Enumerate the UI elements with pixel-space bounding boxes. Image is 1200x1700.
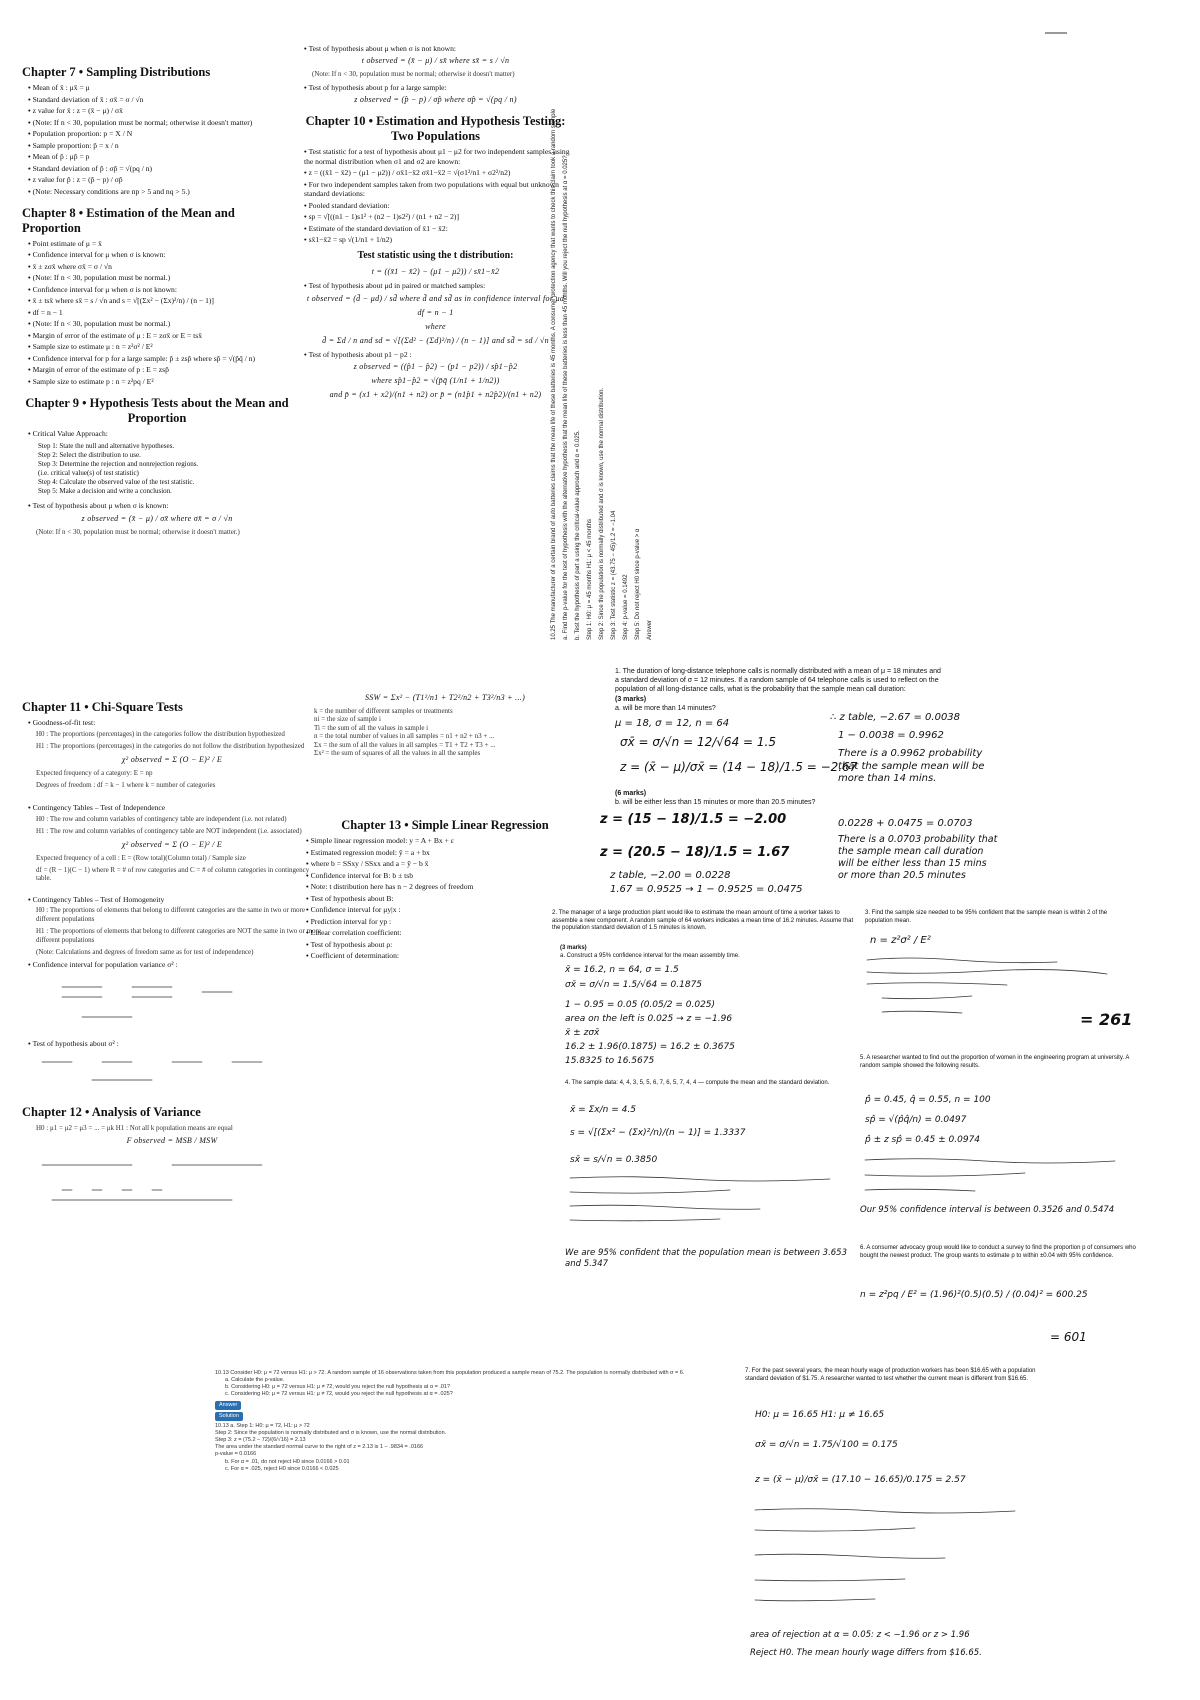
- p12-where: where sp̂1−p̂2 = √(p̄q̄ (1/n1 + 1/n2)): [371, 376, 500, 386]
- independence-title: • Contingency Tables – Test of Independence: [28, 803, 322, 812]
- chapter-8-item: • (Note: If n < 30, population must be normal.): [28, 319, 292, 328]
- chapter-13-item: • Simple linear regression model: y = A + Bx + ε: [306, 836, 590, 845]
- hand-q1b-z2: z = (20.5 − 18)/1.5 = 1.67: [600, 845, 790, 860]
- snippet-part-a: a. Calculate the p-value.: [225, 1377, 285, 1384]
- paired-definitions: d̄ = Σd / n and sd = √[(Σd² − (Σd)²/n) / (n − 1)] and sd̄ = sd / √n: [322, 335, 549, 345]
- chapter-9-steps: [38, 442, 292, 497]
- question-4: 4. The sample data: 4, 4, 3, 5, 5, 6, 7, 6, 5, 7, 4, 4 — compute the mean and the standard deviation.: [565, 1080, 830, 1086]
- independence-h1: H1 : The row and column variables of contingency table are NOT independent (i.e. associated): [36, 827, 302, 836]
- variance-formulas: [22, 972, 292, 1032]
- chapter-13-items: [300, 836, 590, 960]
- chapter-7-item: • Mean of x̄ : μx̄ = μ: [28, 83, 292, 92]
- chapter-11-title: Chapter 11 • Chi-Square Tests: [22, 700, 183, 714]
- snippet-step2: Step 2: Since the population is normally distributed and σ is known, use the normal distribution.: [215, 1429, 447, 1436]
- chapter-7-item: • z value for p̂ : z = (p̂ − p) / σp̂: [28, 175, 292, 184]
- paired-df: df = n − 1: [417, 307, 454, 317]
- independence-h0: H0 : The row and column variables of contingency table are independent (i.e. not related): [36, 814, 287, 823]
- anova-definition: n = the total number of values in all samples = n1 + n2 + n3 + ...: [314, 732, 495, 741]
- hand-q5-ci: p̂ ± z sp̂ = 0.45 ± 0.0974: [865, 1135, 981, 1145]
- chapter-7-item: • Sample proportion: p̂ = x / n: [28, 141, 292, 150]
- hand-q4-conclusion: We are 95% confident that the population mean is between 3.653 and 5.347: [565, 1248, 848, 1270]
- question-7: 7. For the past several years, the mean hourly wage of production workers has been $16.65 with a population standard deviation of $1.75. A researcher wanted to test whether the current mean is different from $16.65.: [745, 1368, 1036, 1382]
- chapter-12-title: Chapter 12 • Analysis of Variance: [22, 1105, 201, 1120]
- hand-q7-rejection: area of rejection at α = 0.05: z < −1.96 or z > 1.96: [750, 1630, 970, 1640]
- chapter-8-items: [22, 239, 292, 386]
- snippet-part-b: b. Considering H0: μ = 72 versus H1: μ ≠ 72, would you reject the null hypothesis at α = .01?: [225, 1384, 451, 1391]
- chapter-7-title: Chapter 7 • Sampling Distributions: [22, 65, 211, 79]
- chapter-7-item: • z value for x̄ : z = (x̄ − μ) / σx̄: [28, 106, 292, 115]
- rotated-line: b. Test the hypothesis of part a using the critical-value approach and α = 0.025.: [575, 430, 581, 640]
- column-middle: [298, 42, 573, 404]
- t-test-formula: t observed = (x̄ − μ) / sx̄ where sx̄ = s / √n: [361, 56, 510, 66]
- chapter-10-title: Chapter 10 • Estimation and Hypothesis Testing: Two Populations: [305, 114, 566, 143]
- solution-tag[interactable]: Solution: [215, 1412, 243, 1421]
- chapter-7-item: • Standard deviation of p̂ : σp̂ = √(pq / n): [28, 164, 292, 173]
- rotated-line: Step 3: Test statistic z = (43.75 − 45)/1.2 = −1.04: [611, 510, 617, 640]
- chapter-9-title: Chapter 9 • Hypothesis Tests about the Mean and Proportion: [25, 396, 289, 425]
- hand-q1b-z1: z = (15 − 18)/1.5 = −2.00: [600, 812, 787, 827]
- snippet-c-answer: c. For α = .025, reject H0 since 0.0166 < 0.025: [225, 1465, 339, 1472]
- hand-q2-alpha: 1 − 0.95 = 0.05 (0.05/2 = 0.025): [565, 1000, 716, 1010]
- hand-q5-scribble: [860, 1150, 1140, 1200]
- p-test-title: • Test of hypothesis about p for a large sample:: [304, 83, 573, 92]
- hand-q3-answer: = 261: [1080, 1010, 1133, 1029]
- chapter-7-item: • Standard deviation of x̄ : σx̄ = σ / √n: [28, 95, 292, 104]
- chapter-12-hypotheses: H0 : μ1 = μ2 = μ3 = ... = μk H1 : Not all k population means are equal: [36, 1123, 233, 1132]
- gof-h1: H1 : The proportions (percentages) in the categories do not follow the distribution hypothesized: [36, 742, 305, 751]
- question-1: 1. The duration of long-distance telephone calls is normally distributed with a mean of μ = 18 minutes and a standard deviation of σ = 12 minutes. If a random sample of 64 telephone calls is used to reflect on the population of all long-distance calls, what is the probability that the sample mean call duration:: [615, 668, 941, 693]
- chapter-7-items: [22, 83, 292, 196]
- hand-q6-formula: n = z²pq / E² = (1.96)²(0.5)(0.5) / (0.04)² = 600.25: [860, 1290, 1088, 1300]
- anova-formulas: [22, 1150, 302, 1220]
- homogeneity-h1: H1 : The proportions of elements that belong to different categories are NOT the same in two or more different populations: [36, 927, 321, 944]
- bottom-left-block: [22, 690, 322, 1225]
- chapter-7-item: • Mean of p̂ : μp̂ = p: [28, 152, 292, 161]
- hand-q5-givens: p̂ = 0.45, q̂ = 0.55, n = 100: [865, 1095, 991, 1105]
- rotated-line: Step 1: H0: μ = 45 months H1: μ < 45 months: [587, 519, 593, 640]
- anova-definition: Ti = the sum of all the values in sample i: [314, 723, 429, 732]
- chapter-13-item: • Linear correlation coefficient:: [306, 928, 590, 937]
- chapter-8-title: Chapter 8 • Estimation of the Mean and Proportion: [22, 206, 235, 235]
- gof-h0: H0 : The proportions (percentages) in the categories follow the distribution hypothesized: [36, 729, 285, 738]
- variance-test-title: • Test of hypothesis about σ² :: [28, 1039, 322, 1048]
- gof-title: • Goodness-of-fit test:: [28, 718, 322, 727]
- hand-q1-z: z = (x̄ − μ)/σx̄ = (14 − 18)/1.5 = −2.67: [620, 760, 858, 774]
- answer-tag[interactable]: Answer: [215, 1401, 241, 1410]
- chapter-13-title: Chapter 13 • Simple Linear Regression: [341, 818, 549, 832]
- snippet-step1: 10.13 a. Step 1: H0: μ = 72, H1: μ > 72: [215, 1422, 310, 1429]
- hand-q7-conclusion: Reject H0. The mean hourly wage differs from $16.65.: [750, 1648, 982, 1658]
- question-2: 2. The manager of a large production plant would like to estimate the mean amount of time a worker takes to assemble a new component. A random sample of 64 workers indicates a mean time of 16.2 minutes. Assume that the population standard deviation of 1.5 minutes is known.: [552, 910, 854, 931]
- question-5: 5. A researcher wanted to find out the proportion of women in the engineering program at university. A random sample showed the following results.: [860, 1055, 1130, 1069]
- paired-title: • Test of hypothesis about μd in paired or matched samples:: [304, 281, 573, 290]
- hand-q1b-complement: 1.67 = 0.9525 → 1 − 0.9525 = 0.0475: [610, 884, 803, 895]
- chapter-8-item: • Sample size to estimate μ : n = z²σ² / E²: [28, 342, 292, 351]
- chapter-7-item: • (Note: If n < 30, population must be normal; otherwise it doesn't matter): [28, 118, 292, 127]
- q1-part-b: b. will be either less than 15 minutes or more than 20.5 minutes?: [615, 799, 816, 806]
- independence-df: df = (R − 1)(C − 1) where R = # of row categories and C = # of column categories in contingency table.: [36, 866, 310, 883]
- edge-mark: [1045, 32, 1067, 34]
- chapter-10-item: • Pooled standard deviation:: [304, 201, 573, 210]
- chapter-8-item: • Confidence interval for μ when σ is known:: [28, 250, 292, 259]
- hand-q1-conclusion: There is a 0.9962 probability that the sample mean will be more than 14 mins.: [838, 748, 985, 784]
- snippet-step3: Step 3: z = (75.2 − 72)/(6/√16) = 2.13: [215, 1437, 306, 1444]
- expected-frequency: Expected frequency of a category: E = np: [36, 768, 153, 777]
- hand-q2-givens: x̄ = 16.2, n = 64, σ = 1.5: [565, 965, 679, 975]
- degrees-of-freedom: Degrees of freedom : df = k − 1 where k = number of categories: [36, 781, 216, 790]
- chapter-10-item: • sx̄1−x̄2 = sp √(1/n1 + 1/n2): [304, 235, 573, 244]
- anova-definition: ni = the size of sample i: [314, 715, 381, 724]
- rotated-line: Answer: [647, 619, 653, 640]
- chi-formula-2: χ² observed = Σ (O − E)² / E: [121, 839, 223, 849]
- hand-q4-se: sx̄ = s/√n = 0.3850: [570, 1155, 658, 1165]
- chapter-10-item: • sp = √[((n1 − 1)s1² + (n2 − 1)s2²) / (n1 + n2 − 2)]: [304, 212, 573, 221]
- anova-definitions: [314, 707, 590, 757]
- rotated-page: [551, 20, 1150, 670]
- column-left: [22, 55, 292, 540]
- paired-formula: t observed = (d̄ − μd) / sd̄ where d̄ and sd̄ as in confidence interval for μd: [306, 293, 565, 303]
- chapter-9-note: (Note: If n < 30, population must be normal; otherwise it doesn't matter.): [36, 527, 240, 536]
- chapter-13-item: • Test of hypothesis about ρ:: [306, 940, 590, 949]
- q2-marks: (3 marks): [560, 945, 587, 951]
- independence-expected: Expected frequency of a cell : E = (Row total)(Column total) / Sample size: [36, 853, 246, 862]
- chapter-8-item: • df = n − 1: [28, 308, 292, 317]
- question-6: 6. A consumer advocacy group would like to conduct a survey to find the proportion p of consumers who bought the newest product. The group wants to estimate p to within ±0.04 with 95% confidence.: [860, 1245, 1136, 1259]
- chapter-10-item: • Estimate of the standard deviation of x̄1 − x̄2:: [304, 224, 573, 233]
- variance-ci-title: • Confidence interval for population variance σ² :: [28, 960, 322, 969]
- homogeneity-note: (Note: Calculations and degrees of freedom same as for test of independence): [36, 947, 254, 956]
- rotated-line: 10.25 The manufacturer of a certain brand of auto batteries claims that the mean life of these batteries is 45 months. A consumer protection agency that wants to check this claim took a random sample: [551, 108, 557, 640]
- chapter-8-item: • x̄ ± zσx̄ where σx̄ = σ / √n: [28, 262, 292, 271]
- hand-q1-givens: μ = 18, σ = 12, n = 64: [615, 718, 730, 729]
- chapter-9-step: Step 5: Make a decision and write a conclusion.: [38, 486, 172, 495]
- hand-q5-conclusion: Our 95% confidence interval is between 0.3526 and 0.5474: [860, 1205, 1115, 1215]
- rotated-line: Step 2: Since the population is normally distributed and σ is known, use the normal distribution.: [599, 387, 605, 640]
- chapter-13-item: • Estimated regression model: ŷ = a + bx: [306, 848, 590, 857]
- hand-q1b-table: z table, −2.00 = 0.0228: [610, 870, 731, 881]
- where-label: where: [425, 321, 446, 331]
- chapter-13-item: • Confidence interval for μy|x :: [306, 905, 590, 914]
- anova-definition: Σx = the sum of all the values in all samples = T1 + T2 + T3 + ...: [314, 740, 496, 749]
- hand-q3-formula: n = z²σ² / E²: [870, 935, 931, 946]
- chapter-8-item: • x̄ ± tsx̄ where sx̄ = s / √n and s = √[(Σx² − (Σx)²/n) / (n − 1)]: [28, 296, 292, 305]
- hand-q7-scribble: [750, 1500, 1050, 1620]
- hand-q1-table: ∴ z table, −2.67 = 0.0038: [830, 712, 961, 723]
- t-test-note: (Note: If n < 30, population must be normal; otherwise it doesn't matter): [312, 70, 515, 79]
- chapter-9-step: (i.e. critical value(s) of test statistic): [38, 468, 139, 477]
- chapter-13-item: • where b = SSxy / SSxx and a = ȳ − b x̄: [306, 859, 590, 868]
- hand-q1b-conclusion: There is a 0.0703 probability that the sample mean call duration will be either less than 15 mins or more than 20.5 minutes: [838, 834, 998, 881]
- p12-and: and p̄ = (x1 + x2)/(n1 + n2) or p̄ = (n1p̂1 + n2p̂2)/(n1 + n2): [329, 390, 542, 400]
- anova-definition: k = the number of different samples or treatments: [314, 707, 453, 715]
- question-3: 3. Find the sample size needed to be 95% confident that the sample mean is within 2 of the population mean.: [865, 910, 1108, 924]
- snippet-pvalue: p-value = 0.0166: [215, 1451, 257, 1458]
- chapter-13-item: • Note: t distribution here has n − 2 degrees of freedom: [306, 882, 590, 891]
- q1-marks-b: (6 marks): [615, 790, 647, 797]
- chapter-7-item: • (Note: Necessary conditions are np > 5 and nq > 5.): [28, 187, 292, 196]
- rotated-text: [550, 0, 658, 640]
- chapter-8-item: • Confidence interval for p for a large sample: p̂ ± zsp̂ where sp̂ = √(p̂q̂ / n): [28, 354, 292, 363]
- hand-q7-se: σx̄ = σ/√n = 1.75/√100 = 0.175: [755, 1440, 898, 1450]
- p12-test-title: • Test of hypothesis about p1 − p2 :: [304, 350, 573, 359]
- hand-q2-sigma: σx̄ = σ/√n = 1.5/√64 = 0.1875: [565, 980, 703, 990]
- chapter-8-item: • Point estimate of μ = x̄: [28, 239, 292, 248]
- chapter-13-item: • Coefficient of determination:: [306, 951, 590, 960]
- hand-q1-sigma: σx̄ = σ/√n = 12/√64 = 1.5: [620, 735, 776, 749]
- t-test-title: • Test of hypothesis about μ when σ is not known:: [304, 44, 573, 53]
- hand-q2-interval: 15.8325 to 16.5675: [565, 1056, 655, 1066]
- hand-q2-calc: 16.2 ± 1.96(0.1875) = 16.2 ± 0.3675: [565, 1042, 735, 1052]
- t-dist-formula: t = ((x̄1 − x̄2) − (μ1 − μ2)) / sx̄1−x̄2: [371, 267, 500, 277]
- hand-q7-hypotheses: H0: μ = 16.65 H1: μ ≠ 16.65: [755, 1410, 885, 1420]
- regression-block: [300, 808, 590, 963]
- chapter-9-step: Step 4: Calculate the observed value of the test statistic.: [38, 477, 195, 486]
- hand-q6-answer: = 601: [1050, 1330, 1087, 1344]
- hand-q2-z: area on the left is 0.025 → z = −1.96: [565, 1014, 733, 1024]
- chapter-8-item: • Sample size to estimate p : n = z²pq / E²: [28, 377, 292, 386]
- chapter-7-item: • Population proportion: p = X / N: [28, 129, 292, 138]
- hand-q4-scribble: [565, 1170, 865, 1245]
- chapter-10-items: [298, 147, 573, 244]
- hand-q1b-sum: 0.0228 + 0.0475 = 0.0703: [838, 818, 973, 829]
- chapter-8-item: • Confidence interval for μ when σ is not known:: [28, 285, 292, 294]
- anova-definition: Σx² = the sum of squares of all the values in all the samples: [314, 748, 481, 757]
- f-formula: F observed = MSB / MSW: [126, 1136, 218, 1146]
- hand-q4-sd: s = √[(Σx² − (Σx)²/n)/(n − 1)] = 1.3337: [570, 1128, 746, 1138]
- snippet-question: 10.13 Consider H0: μ = 72 versus H1: μ > 72. A random sample of 16 observations taken from this population produced a sample mean of 75.2. The population is normally distributed with σ = 6.: [215, 1370, 685, 1376]
- ssw-formula: SSW = Σx² − (T1²/n1 + T2²/n2 + T3²/n3 + ...): [364, 693, 526, 702]
- q1-marks-a: (3 marks): [615, 696, 647, 703]
- chapter-9-formula: z observed = (x̄ − μ) / σx̄ where σx̄ = σ / √n: [81, 513, 233, 523]
- chapter-8-item: • Margin of error of the estimate of μ : E = zσx̄ or E = tsx̄: [28, 331, 292, 340]
- hand-q5-se: sp̂ = √(p̂q̂/n) = 0.0497: [865, 1115, 967, 1125]
- chapter-9-step: Step 2: Select the distribution to use.: [38, 450, 141, 459]
- variance-test-formulas: [22, 1050, 292, 1090]
- snippet-part-c: c. Considering H0: μ = 72 versus H1: μ ≠ 72, would you reject the null hypothesis at α = .025?: [225, 1391, 453, 1398]
- chapter-13-item: • Test of hypothesis about B:: [306, 894, 590, 903]
- hand-q1-complement: 1 − 0.0038 = 0.9962: [838, 730, 944, 741]
- homogeneity-title: • Contingency Tables – Test of Homogeneity: [28, 895, 322, 904]
- chapter-9-subtitle: • Critical Value Approach:: [28, 429, 292, 438]
- chapter-8-item: • (Note: If n < 30, population must be normal.): [28, 273, 292, 282]
- chapter-9-test-title: • Test of hypothesis about μ when σ is known:: [28, 501, 292, 510]
- chi-formula: χ² observed = Σ (O − E)² / E: [121, 754, 223, 764]
- q2-part-a: a. Construct a 95% confidence interval for the mean assembly time.: [560, 953, 740, 959]
- t-dist-title: Test statistic using the t distribution:: [357, 250, 514, 262]
- bottom-snippet: [215, 1370, 735, 1473]
- rotated-line: Step 4: p-value = 0.1492: [623, 574, 629, 640]
- chapter-13-item: • Prediction interval for yp :: [306, 917, 590, 926]
- hand-q7-z: z = (x̄ − μ)/σx̄ = (17.10 − 16.65)/0.175 = 2.57: [755, 1475, 966, 1485]
- snippet-b-answer: b. For α = .01, do not reject H0 since 0.0166 > 0.01: [225, 1458, 350, 1465]
- rotated-line: Step 5: Do not reject H0 since p-value > α: [635, 528, 641, 640]
- chapter-13-item: • Confidence interval for B: b ± tsb: [306, 871, 590, 880]
- chapter-9-step: Step 1: State the null and alternative hypotheses.: [38, 441, 175, 450]
- chapter-10-item: • Test statistic for a test of hypothesis about μ1 − μ2 for two independent samples using the normal distribution when σ1 and σ2 are known:: [304, 147, 573, 166]
- hand-q2-formula: x̄ ± zσx̄: [565, 1028, 600, 1038]
- q1-part-a: a. will be more than 14 minutes?: [615, 705, 716, 712]
- chapter-10-item: • For two independent samples taken from two populations with equal but unknown standard deviations:: [304, 180, 573, 199]
- chapter-8-item: • Margin of error of the estimate of p : E = zsp̂: [28, 365, 292, 374]
- p-test-formula: z observed = (p̂ − p) / σp̂ where σp̂ = √(pq / n): [354, 95, 517, 105]
- chapter-10-item: • z = ((x̄1 − x̄2) − (μ1 − μ2)) / σx̄1−x̄2 σx̄1−x̄2 = √(σ1²/n1 + σ2²/n2): [304, 168, 573, 177]
- rotated-line: a. Find the p-value for the test of hypothesis with the alternative hypothesis that the mean life of these batteries is less than 45 months. Will you reject the null hypothesis at α = 0.025?: [563, 155, 569, 640]
- hand-q4-mean: x̄ = Σx/n = 4.5: [570, 1105, 636, 1115]
- homogeneity-h0: H0 : The proportions of elements that belong to different categories are the same in two or more different populations: [36, 906, 305, 923]
- p12-formula: z observed = ((p̂1 − p̂2) − (p1 − p2)) / sp̂1−p̂2: [353, 362, 518, 372]
- bottom-middle-block: [300, 690, 590, 761]
- snippet-area: The area under the standard normal curve to the right of z = 2.13 is 1 − .9834 = .0166: [215, 1444, 424, 1451]
- chapter-9-step: Step 3: Determine the rejection and nonrejection regions.: [38, 459, 199, 468]
